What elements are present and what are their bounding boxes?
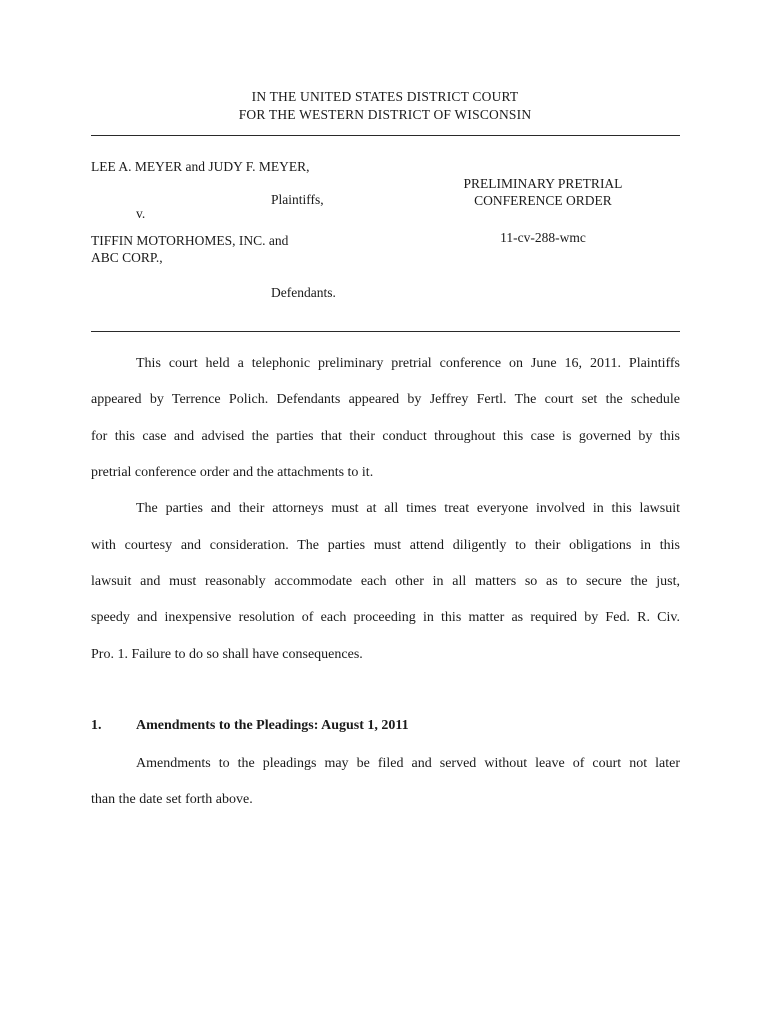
para2-line-1: The parties and their attorneys must at all times treat everyone involved in this lawsuit: [136, 501, 680, 516]
para1-line-3: for this case and advised the parties that their conduct throughout this case is governed by this: [91, 429, 680, 444]
section-1-number: 1.: [91, 718, 102, 733]
court-name-line-1: IN THE UNITED STATES DISTRICT COURT: [251, 89, 519, 104]
plaintiffs-label: Plaintiffs,: [271, 192, 324, 207]
defendants-names-line-1: TIFFIN MOTORHOMES, INC. and: [91, 233, 289, 248]
para2-line-4: speedy and inexpensive resolution of each proceeding in this matter as required by Fed. R. Civ.: [91, 610, 680, 625]
order-title-line-2: CONFERENCE ORDER: [474, 193, 612, 208]
order-title-line-1: PRELIMINARY PRETRIAL: [463, 176, 623, 191]
para1-line-1: This court held a telephonic preliminary pretrial conference on June 16, 2011. Plaintiffs: [136, 356, 680, 371]
caption-rule: [91, 331, 680, 332]
case-number: 11-cv-288-wmc: [500, 230, 586, 245]
header-rule: [91, 135, 680, 136]
section-1-title: Amendments to the Pleadings: August 1, 2011: [136, 718, 409, 733]
para1-line-4: pretrial conference order and the attachments to it.: [91, 465, 374, 480]
defendants-names-line-2: ABC CORP.,: [91, 250, 163, 265]
section-1-line-2: than the date set forth above.: [91, 792, 253, 807]
para2-line-5: Pro. 1. Failure to do so shall have consequences.: [91, 647, 363, 662]
court-name-line-2: FOR THE WESTERN DISTRICT OF WISCONSIN: [238, 107, 532, 122]
para2-line-3: lawsuit and must reasonably accommodate each other in all matters so as to secure the just,: [91, 574, 680, 589]
para1-line-2: appeared by Terrence Polich. Defendants appeared by Jeffrey Fertl. The court set the schedule: [91, 392, 680, 407]
plaintiffs-names: LEE A. MEYER and JUDY F. MEYER,: [91, 159, 310, 174]
defendants-label: Defendants.: [271, 285, 336, 300]
section-1-line-1: Amendments to the pleadings may be filed and served without leave of court not later: [136, 756, 680, 771]
para2-line-2: with courtesy and consideration. The parties must attend diligently to their obligations in this: [91, 538, 680, 553]
versus: v.: [136, 206, 146, 221]
